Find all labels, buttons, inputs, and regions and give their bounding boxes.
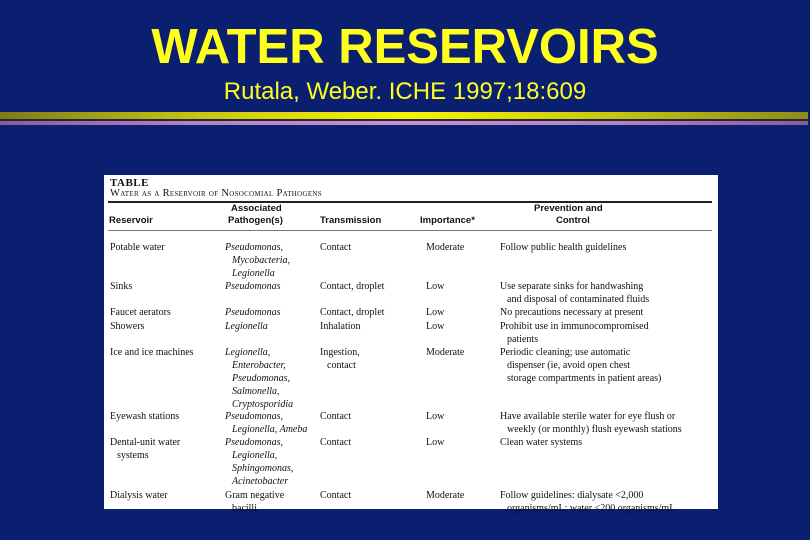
cell-pathogens-line: Cryptosporidia — [232, 399, 294, 410]
cell-pathogens — [225, 306, 281, 319]
cell-pathogens — [225, 320, 268, 333]
cell-prevention — [500, 320, 649, 346]
cell-reservoir-line: Dialysis water — [110, 490, 168, 501]
cell-prevention-line: No precautions necessary at present — [500, 307, 644, 318]
header-reservoir: Reservoir — [109, 215, 153, 226]
cell-importance — [426, 489, 464, 502]
reservoir-table — [104, 175, 718, 514]
cell-importance — [426, 410, 444, 423]
cell-pathogens-line: Pseudomonas — [225, 281, 281, 292]
cell-reservoir — [110, 410, 179, 423]
cell-transmission-line: Contact — [320, 437, 352, 448]
table-top-rule — [108, 201, 712, 203]
header-pathogen-line1: Associated — [231, 203, 282, 214]
cell-pathogens-line: Salmonella, — [232, 386, 280, 397]
cell-prevention-line: Use separate sinks for handwashing — [500, 281, 644, 292]
cell-transmission — [320, 280, 384, 293]
cell-transmission-line: Inhalation — [320, 321, 361, 332]
cell-prevention-line: Follow public health guidelines — [500, 242, 627, 253]
cell-transmission — [320, 241, 351, 254]
cell-prevention-line: dispenser (ie, avoid open chest — [507, 360, 631, 371]
slide-title: WATER RESERVOIRS — [151, 20, 659, 74]
cell-prevention-line: storage compartments in patient areas) — [507, 373, 662, 384]
cell-prevention-line: Clean water systems — [500, 437, 583, 448]
cell-pathogens-line: Gram negative — [225, 490, 285, 501]
cell-reservoir — [110, 241, 165, 254]
cell-reservoir-line: systems — [117, 450, 149, 461]
cell-transmission — [320, 436, 351, 449]
cell-transmission — [320, 346, 360, 372]
cell-reservoir-line: Potable water — [110, 242, 165, 253]
cell-transmission-line: Contact — [320, 411, 352, 422]
cell-prevention — [500, 306, 643, 319]
table-caption: Water as a Reservoir of Nosocomial Pathogens — [110, 188, 322, 199]
cell-transmission — [320, 306, 384, 319]
cell-prevention — [500, 436, 582, 449]
cell-importance — [426, 346, 464, 359]
cell-transmission-line: Contact, droplet — [320, 281, 385, 292]
cell-transmission — [320, 410, 351, 423]
cell-pathogens-line: Legionella — [232, 268, 275, 279]
cell-pathogens-line: Pseudomonas — [225, 307, 281, 318]
cell-pathogens-line: Enterobacter, — [232, 360, 286, 371]
cell-pathogens — [225, 280, 281, 293]
cell-reservoir-line: Eyewash stations — [110, 411, 180, 422]
divider-bar-purple — [0, 121, 808, 125]
cell-pathogens-line: Pseudomonas, — [225, 411, 284, 422]
cell-prevention-line: patients — [507, 334, 539, 345]
cell-prevention-line: weekly (or monthly) flush eyewash stations — [507, 424, 682, 435]
cell-prevention-line: Prohibit use in immunocompromised — [500, 321, 649, 332]
header-importance: Importance* — [420, 215, 475, 226]
cell-importance-line: Low — [426, 437, 445, 448]
cell-transmission-line: Contact, droplet — [320, 307, 385, 318]
cell-transmission — [320, 489, 351, 502]
cell-transmission-line: Ingestion, — [320, 347, 360, 358]
cell-importance — [426, 436, 444, 449]
cell-importance-line: Low — [426, 307, 445, 318]
cell-importance-line: Low — [426, 281, 445, 292]
cell-reservoir — [110, 489, 168, 502]
cell-reservoir-line: Sinks — [110, 281, 133, 292]
slide-subtitle-citation: Rutala, Weber. ICHE 1997;18:609 — [223, 78, 587, 105]
cell-pathogens-line: Legionella, — [225, 347, 271, 358]
cell-pathogens-line: bacilli — [232, 503, 257, 514]
cell-reservoir-line: Faucet aerators — [110, 307, 171, 318]
cell-prevention — [500, 346, 661, 385]
cell-pathogens-line: Legionella, — [232, 450, 278, 461]
cell-prevention — [500, 489, 675, 515]
cell-pathogens — [225, 436, 293, 488]
cell-pathogens-line: Pseudomonas, — [232, 373, 291, 384]
cell-pathogens — [225, 489, 284, 515]
cell-transmission-line: contact — [327, 360, 356, 371]
cell-transmission-line: Contact — [320, 490, 352, 501]
cell-prevention — [500, 280, 649, 306]
cell-prevention — [500, 410, 682, 436]
cell-pathogens-line: Acinetobacter — [232, 476, 289, 487]
cell-importance — [426, 280, 444, 293]
cell-pathogens-line: Pseudomonas, — [225, 437, 284, 448]
cell-prevention — [500, 241, 626, 254]
cell-reservoir — [110, 280, 132, 293]
cell-reservoir-line: Dental-unit water — [110, 437, 181, 448]
cell-importance-line: Moderate — [426, 347, 465, 358]
header-prevention-line1: Prevention and — [534, 203, 603, 214]
cell-prevention-line: and disposal of contaminated fluids — [507, 294, 650, 305]
cell-reservoir — [110, 436, 180, 462]
cell-pathogens-line: Legionella, Ameba — [232, 424, 308, 435]
cell-pathogens-line: Mycobacteria, — [232, 255, 291, 266]
cell-importance — [426, 306, 444, 319]
cell-reservoir — [110, 346, 194, 359]
cell-pathogens — [225, 410, 307, 436]
header-transmission: Transmission — [320, 215, 382, 226]
cell-pathogens-line: Sphingomonas, — [232, 463, 294, 474]
table-label: TABLE — [110, 177, 149, 189]
cell-importance-line: Moderate — [426, 242, 465, 253]
cell-prevention-line: Have available sterile water for eye flush or — [500, 411, 676, 422]
cell-reservoir — [110, 306, 171, 319]
cell-prevention-line: Follow guidelines: dialysate <2,000 — [500, 490, 644, 501]
cell-transmission-line: Contact — [320, 242, 352, 253]
table-header-rule — [108, 230, 712, 231]
divider-bar-yellow — [0, 112, 808, 119]
cell-pathogens — [225, 346, 293, 411]
header-prevention-line2: Control — [556, 215, 590, 226]
cell-importance-line: Low — [426, 411, 445, 422]
cell-importance — [426, 320, 444, 333]
cell-importance-line: Low — [426, 321, 445, 332]
cell-reservoir-line: Ice and ice machines — [110, 347, 194, 358]
header-pathogen-line2: Pathogen(s) — [228, 215, 283, 226]
cell-transmission — [320, 320, 361, 333]
cell-reservoir — [110, 320, 144, 333]
cell-prevention-line: Periodic cleaning; use automatic — [500, 347, 631, 358]
cell-pathogens — [225, 241, 290, 280]
cell-reservoir-line: Showers — [110, 321, 145, 332]
cell-pathogens-line: Legionella — [225, 321, 268, 332]
cell-importance — [426, 241, 464, 254]
cell-prevention-line: organisms/mL; water <200 organisms/mL — [507, 503, 676, 514]
cell-pathogens-line: Pseudomonas, — [225, 242, 284, 253]
cell-importance-line: Moderate — [426, 490, 465, 501]
